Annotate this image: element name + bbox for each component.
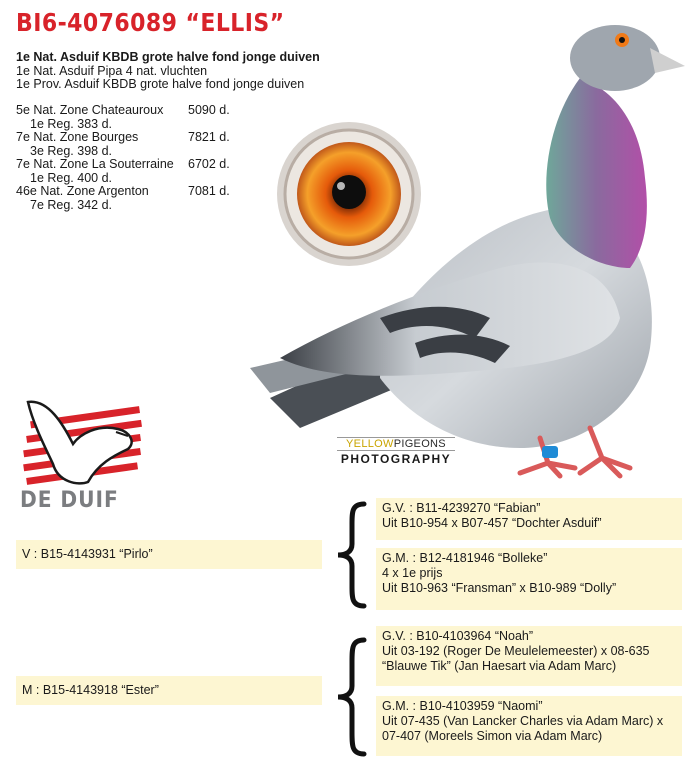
pedigree-line: “Blauwe Tik” (Jan Haesart via Adam Marc) — [382, 659, 617, 673]
result-race: 7e Nat. Zone La Souterraine — [16, 157, 174, 171]
pedigree-line: G.V. : B10-4103964 “Noah” — [382, 629, 534, 643]
achievement-line: 1e Nat. Asduif KBDB grote halve fond jonge duiven — [16, 50, 320, 64]
mother-dam-box — [376, 696, 682, 756]
watermark-brand — [337, 437, 455, 451]
brace-icon — [330, 500, 370, 610]
result-row — [16, 158, 256, 172]
pedigree-line: 07-407 (Moreels Simon via Adam Marc) — [382, 729, 603, 743]
result-race: 46e Nat. Zone Argenton — [16, 184, 149, 198]
eye-photo — [275, 120, 423, 268]
result-row — [16, 131, 256, 145]
father-sire-box — [376, 498, 682, 540]
result-row — [16, 104, 256, 118]
result-sub: 7e Reg. 342 d. — [30, 197, 113, 212]
result-distance: 6702 d. — [188, 157, 230, 171]
watermark-photography: PHOTOGRAPHY — [340, 452, 452, 466]
father-dam-box — [376, 548, 682, 610]
result-distance: 7081 d. — [188, 184, 230, 198]
pedigree-line: 4 x 1e prijs — [382, 566, 443, 580]
pedigree-line: Uit B10-963 “Fransman” x B10-989 “Dolly” — [382, 581, 617, 595]
mother-box: M : B15-4143918 “Ester” — [16, 676, 322, 705]
result-race: 7e Nat. Zone Bourges — [16, 130, 139, 144]
pigeon-title: BI6-4076089 “ELLIS” — [16, 8, 285, 37]
race-results — [16, 104, 256, 212]
achievement-line: 1e Nat. Asduif Pipa 4 nat. vluchten — [16, 63, 208, 78]
achievement-line: 1e Prov. Asduif KBDB grote halve fond jonge duiven — [16, 77, 305, 91]
result-sub: 1e Reg. 400 d. — [30, 170, 113, 185]
father-box: V : B15-4143931 “Pirlo” — [16, 540, 322, 569]
result-race: 5e Nat. Zone Chateauroux — [16, 103, 164, 117]
result-sub: 3e Reg. 398 d. — [30, 143, 113, 158]
result-sub: 1e Reg. 383 d. — [30, 116, 113, 131]
photography-watermark — [337, 437, 455, 469]
brace-icon — [330, 636, 370, 758]
pedigree-line: Uit B10-954 x B07-457 “Dochter Asduif” — [382, 516, 602, 530]
pedigree-line: G.M. : B12-4181946 “Bolleke” — [382, 551, 548, 565]
mother-sire-box — [376, 626, 682, 686]
watermark-yellow: YELLOW — [346, 438, 394, 450]
pedigree-line: G.M. : B10-4103959 “Naomi” — [382, 699, 543, 713]
pedigree-line: Uit 03-192 (Roger De Meulelemeester) x 08-635 — [382, 644, 650, 658]
result-row — [16, 185, 256, 199]
result-distance: 5090 d. — [188, 103, 230, 117]
result-distance: 7821 d. — [188, 130, 230, 144]
watermark-pigeons: PIGEONS — [393, 438, 446, 450]
de-duif-logo-text: DE DUIF — [20, 488, 119, 513]
pedigree-line: G.V. : B11-4239270 “Fabian” — [382, 501, 541, 515]
pedigree-line: Uit 07-435 (Van Lancker Charles via Adam Marc) x — [382, 714, 664, 728]
